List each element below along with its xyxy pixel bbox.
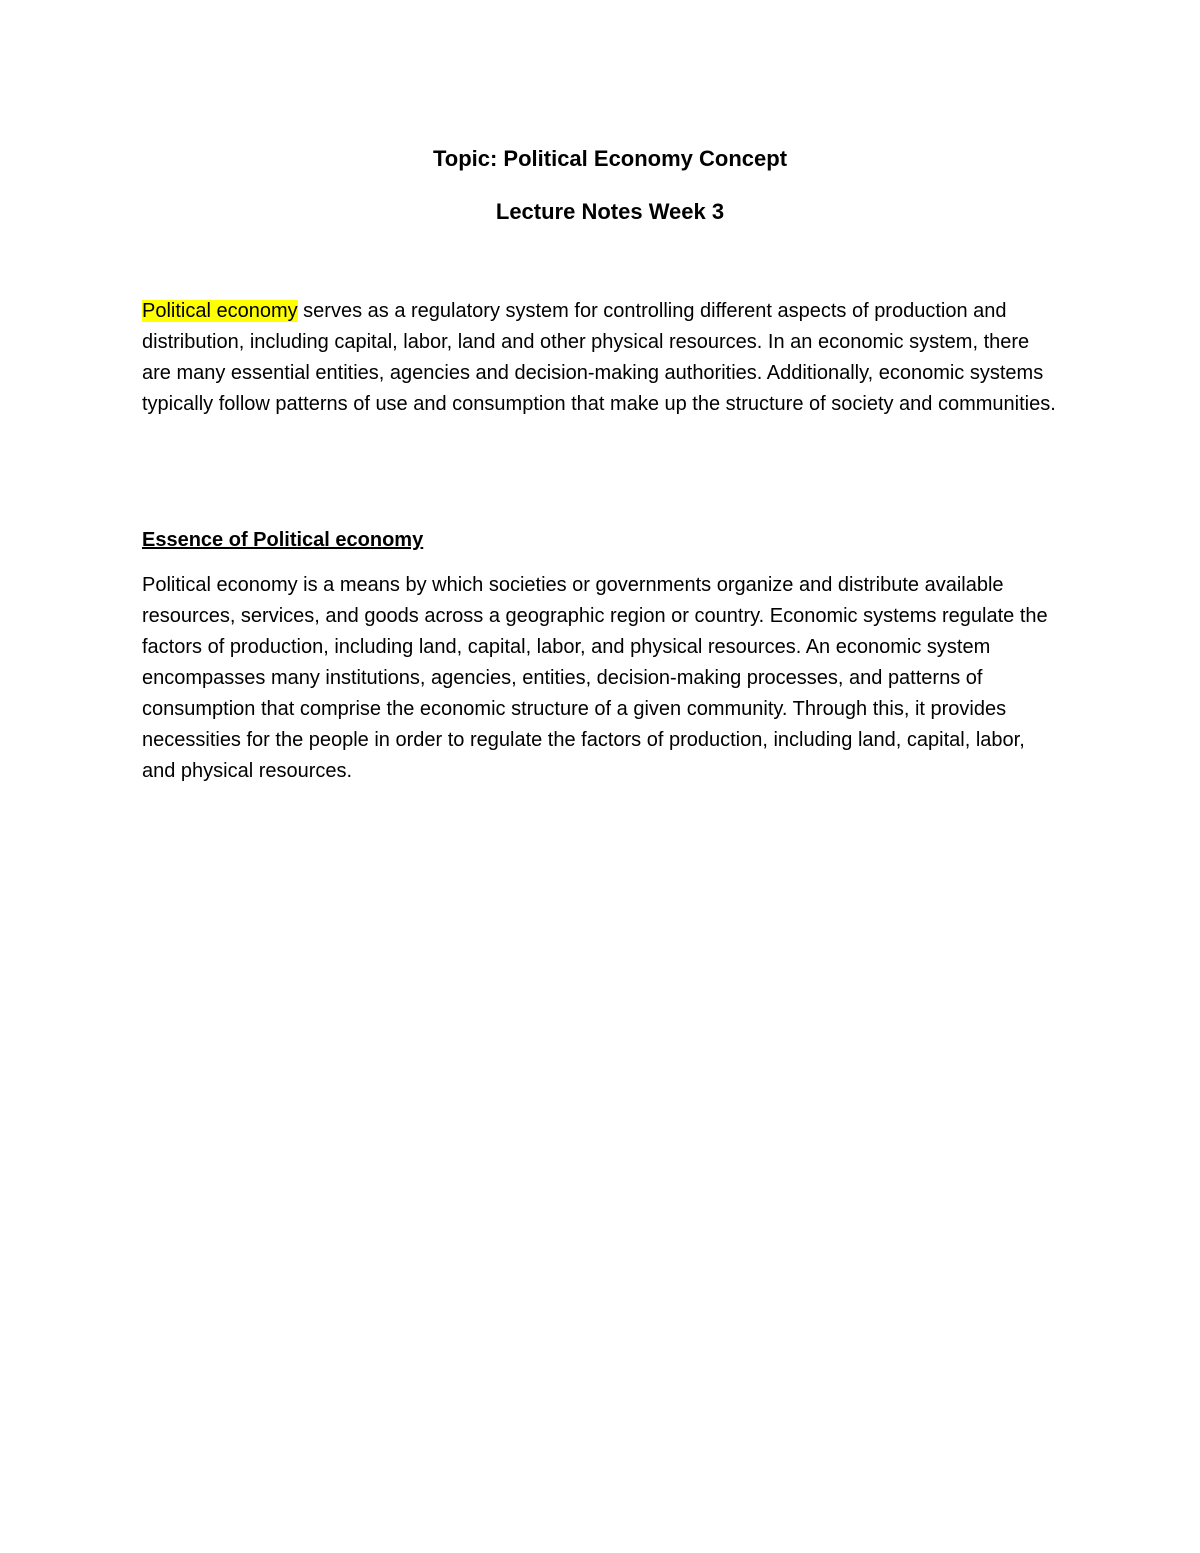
page-subtitle: Lecture Notes Week 3 [495, 199, 725, 224]
section-body: Political economy is a means by which societies or governments organize and distribute available resources, services, and goods across a geographic region or country. Economic systems regulate the factors of production, including land, capital, labor, and physical resources. An economic system encompasses many institutions, agencies, entities, decision-making processes, and patterns of consumption that comprise the economic structure of a given community. Through this, it provides necessities for the people in order to regulate the factors of production, including land, capital, labor, and physical resources. [142, 574, 1048, 782]
intro-paragraph [142, 296, 1062, 420]
section-heading: Essence of Political economy [142, 529, 424, 551]
highlighted-term: Political economy [142, 300, 298, 322]
intro-text: serves as a regulatory system for controlling different aspects of production and distribution, including capital, labor, land and other physical resources. In an economic system, there are many essential entities, agencies and decision-making authorities. Additionally, economic systems typically follow patterns of use and consumption that make up the structure of society and communities. [142, 300, 1056, 415]
page-title: Topic: Political Economy Concept [432, 146, 788, 171]
